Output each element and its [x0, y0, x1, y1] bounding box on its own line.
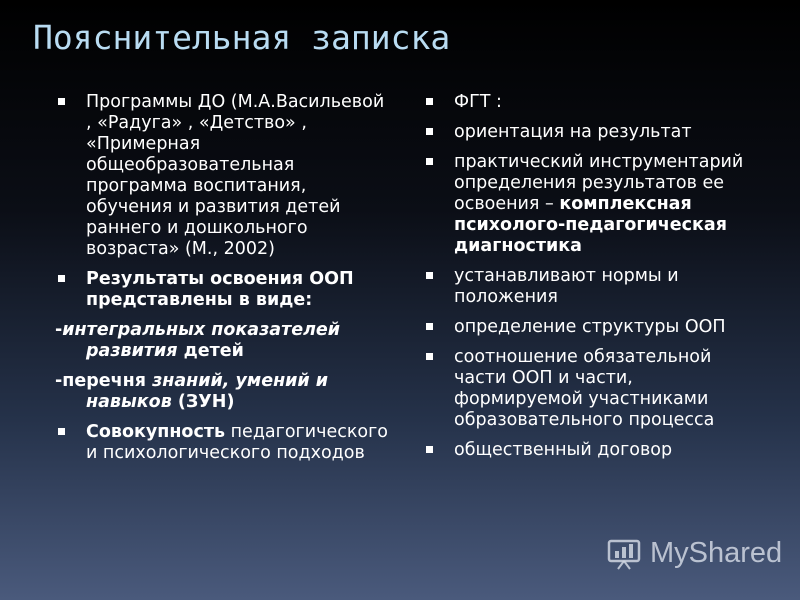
square-bullet-icon	[426, 98, 433, 105]
square-bullet-icon	[58, 428, 65, 435]
dash-prefix: -перечня	[55, 371, 153, 391]
left-column	[55, 92, 395, 473]
list-item	[423, 317, 763, 338]
square-bullet-icon	[426, 353, 433, 360]
item-bold: комплексная психолого-педагогическая диагностика	[454, 194, 727, 256]
item-text: ориентация на результат	[454, 122, 692, 142]
item-text: практический инструментарий определения результатов ее освоения –	[454, 152, 744, 214]
list-item	[55, 92, 395, 260]
item-text: Программы ДО (М.А.Васильевой , «Радуга» , «Детство» , «Примерная общеобразовательная программа воспитания, обучения и развития детей раннего и дошкольного возраста» (М., 2002)	[86, 92, 385, 259]
right-column	[423, 92, 763, 470]
dash-item	[55, 371, 395, 413]
item-text: общественный договор	[454, 440, 673, 460]
item-bold: Совокупность	[86, 422, 226, 442]
watermark	[606, 535, 782, 571]
list-item	[55, 269, 395, 311]
list-item	[423, 122, 763, 143]
list-item	[423, 92, 763, 113]
dash-prefix: -	[55, 320, 63, 340]
square-bullet-icon	[426, 272, 433, 279]
item-text: соотношение обязательной части ООП и части, формируемой участниками образовательного процесса	[454, 347, 715, 430]
square-bullet-icon	[426, 323, 433, 330]
dash-suffix: детей	[177, 341, 244, 361]
square-bullet-icon	[426, 446, 433, 453]
square-bullet-icon	[426, 128, 433, 135]
list-item	[423, 152, 763, 257]
item-text: ФГТ :	[454, 92, 502, 112]
item-text: педагогического и психологического подходов	[86, 422, 389, 463]
list-item	[423, 440, 763, 461]
dash-suffix: (ЗУН)	[171, 392, 235, 412]
square-bullet-icon	[426, 158, 433, 165]
list-item	[423, 347, 763, 431]
watermark-text: MyShared	[650, 536, 783, 569]
list-item	[55, 422, 395, 464]
dash-italic: интегральных показателей развития	[62, 320, 341, 361]
presentation-board-icon	[606, 535, 644, 571]
item-text: определение структуры ООП	[454, 317, 726, 337]
item-text: Результаты освоения ООП представлены в виде:	[86, 269, 354, 310]
dash-italic: знаний, умений и навыков	[86, 371, 329, 412]
dash-item	[55, 320, 395, 362]
list-item	[423, 266, 763, 308]
square-bullet-icon	[58, 275, 65, 282]
slide-title: Пояснительная записка	[33, 18, 451, 57]
item-text: устанавливают нормы и положения	[454, 266, 679, 307]
square-bullet-icon	[58, 98, 65, 105]
